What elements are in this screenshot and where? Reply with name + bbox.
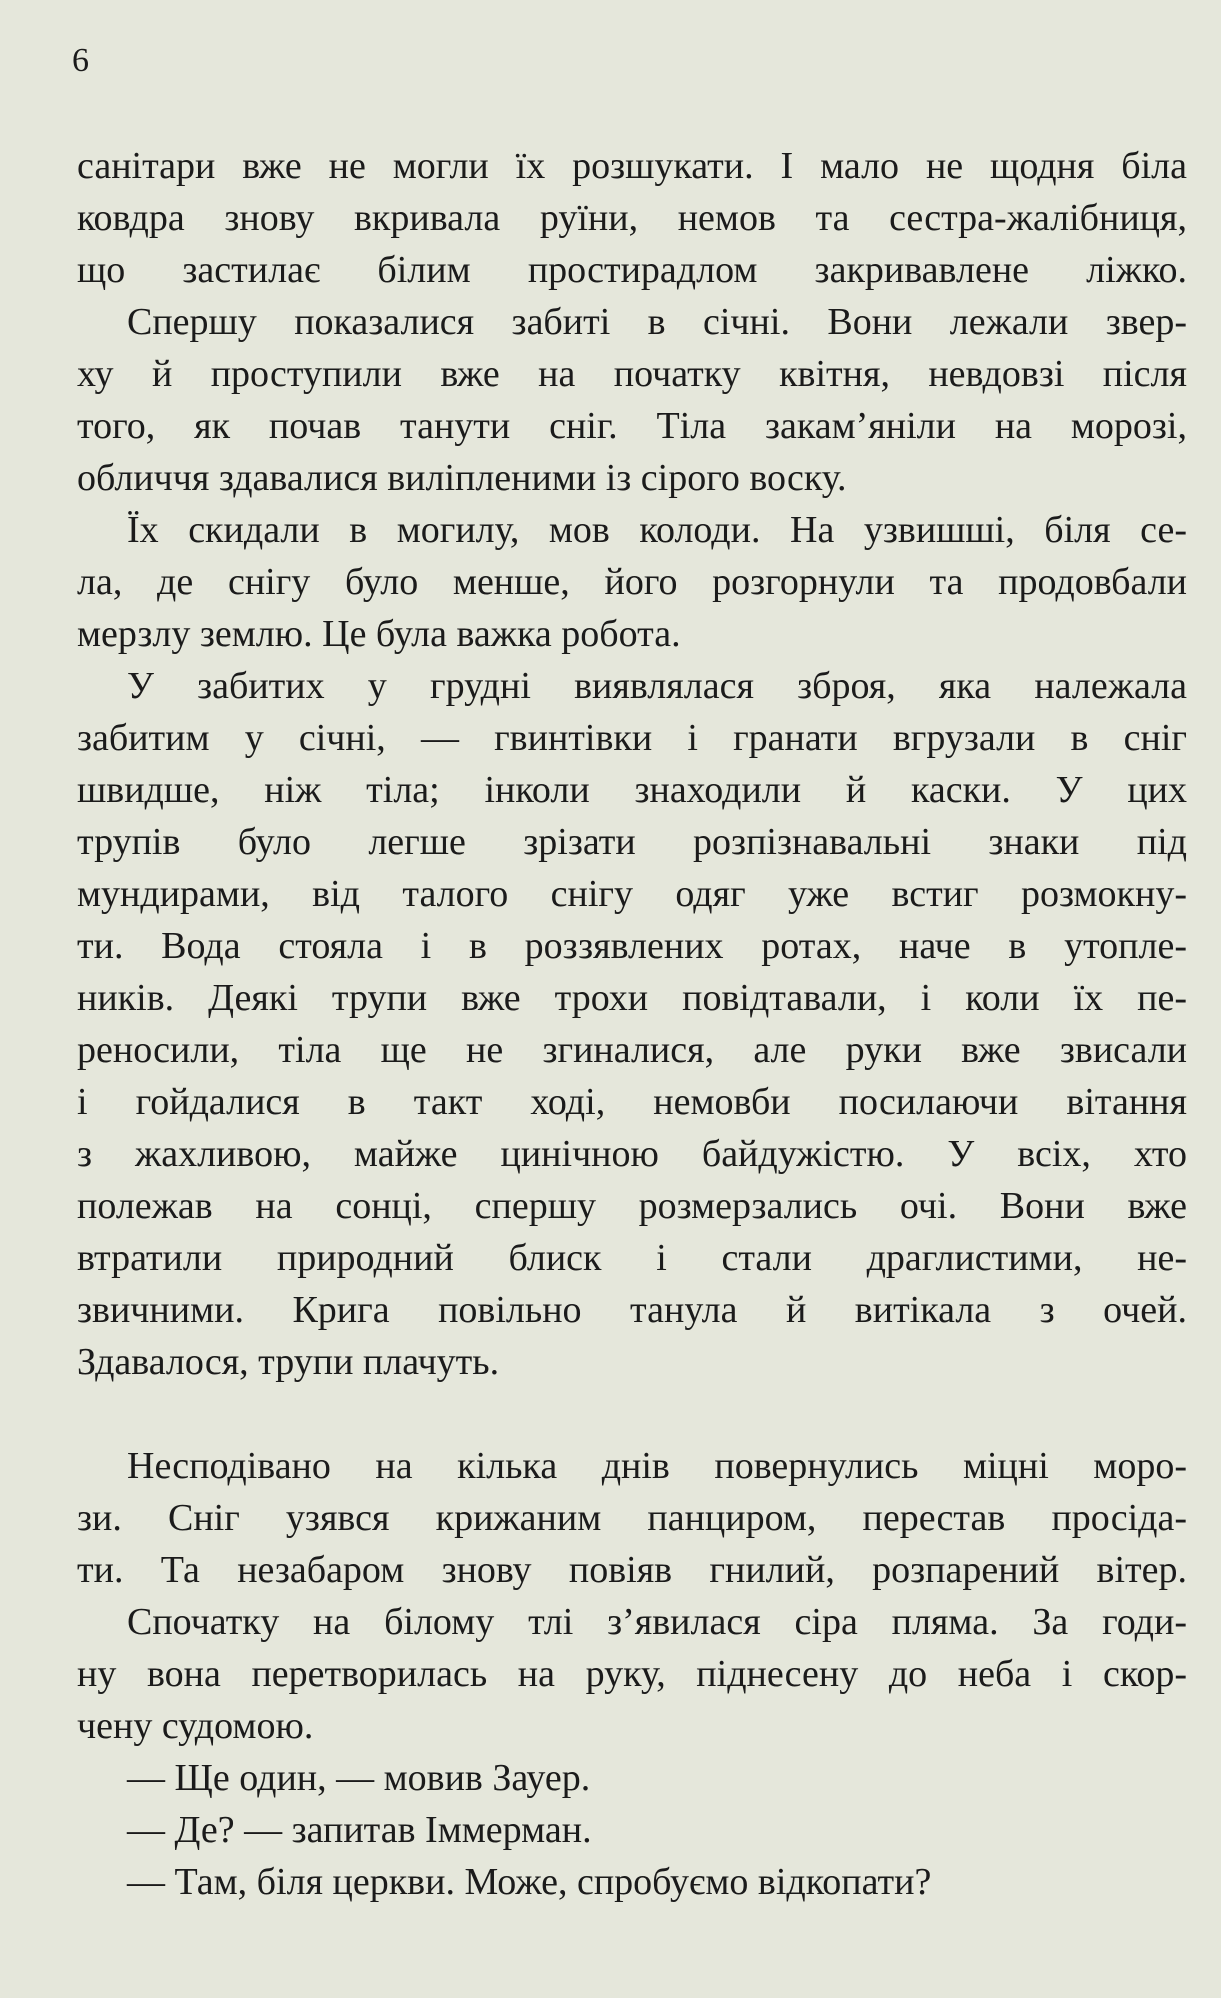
text-line: чену судомою.	[77, 1705, 314, 1747]
text-line: ників. Деякі трупи вже трохи повідтавали, і коли їх пе-	[77, 977, 1187, 1019]
text-line: полежав на сонці, спершу розмерзались очі. Вони вже	[77, 1185, 1187, 1227]
text-line: Спочатку на білому тлі з’явилася сіра пляма. За годи-	[127, 1601, 1187, 1643]
dialogue-line: — Там, біля церкви. Може, спробуємо відкопати?	[127, 1861, 932, 1903]
text-line: Здавалося, трупи плачуть.	[77, 1341, 500, 1383]
section-break	[77, 1388, 1187, 1440]
text-line: реносили, тіла ще не згиналися, але руки вже звисали	[77, 1029, 1187, 1071]
text-line: У забитих у грудні виявлялася зброя, яка належала	[127, 665, 1187, 707]
text-line: що застилає білим простирадлом закривавлене ліжко.	[77, 249, 1187, 291]
text-line: того, як почав танути сніг. Тіла закам’яніли на морозі,	[77, 405, 1187, 447]
page-number: 6	[72, 42, 89, 79]
dialogue-line: — Ще один, — мовив Зауер.	[127, 1757, 591, 1799]
text-line: ти. Та незабаром знову повіяв гнилий, розпарений вітер.	[77, 1549, 1187, 1591]
paragraph	[77, 296, 1187, 504]
text-line: Спершу показалися забиті в січні. Вони лежали звер-	[127, 301, 1187, 343]
text-line: з жахливою, майже цинічною байдужістю. У всіх, хто	[77, 1133, 1187, 1175]
page-text	[77, 140, 1187, 1908]
text-line: ху й проступили вже на початку квітня, невдовзі після	[77, 353, 1187, 395]
text-line: звичними. Крига повільно танула й витікала з очей.	[77, 1289, 1187, 1331]
text-line: втратили природний блиск і стали драглистими, не-	[77, 1237, 1187, 1279]
text-line: забитим у січні, — гвинтівки і гранати вгрузали в сніг	[77, 717, 1187, 759]
paragraph	[77, 140, 1187, 296]
text-line: мундирами, від талого снігу одяг уже встиг розмокну-	[77, 873, 1187, 915]
text-line: швидше, ніж тіла; інколи знаходили й каски. У цих	[77, 769, 1187, 811]
dialogue-line: — Де? — запитав Іммерман.	[127, 1809, 592, 1851]
paragraph	[77, 1596, 1187, 1752]
text-line: обличчя здавалися виліпленими із сірого воску.	[77, 457, 847, 499]
text-line: Несподівано на кілька днів повернулись міцні моро-	[127, 1445, 1187, 1487]
text-line: і гойдалися в такт ході, немовби посилаючи вітання	[77, 1081, 1187, 1123]
paragraph	[77, 660, 1187, 1388]
text-line: Їх скидали в могилу, мов колоди. На узвишші, біля се-	[127, 509, 1187, 551]
text-line: ковдра знову вкривала руїни, немов та сестра-жалібниця,	[77, 197, 1187, 239]
text-line: ла, де снігу було менше, його розгорнули та продовбали	[77, 561, 1187, 603]
text-line: трупів було легше зрізати розпізнавальні знаки під	[77, 821, 1187, 863]
text-line: санітари вже не могли їх розшукати. І мало не щодня біла	[77, 145, 1187, 187]
paragraph	[77, 504, 1187, 660]
text-line: ну вона перетворилась на руку, піднесену до неба і скор-	[77, 1653, 1187, 1695]
text-line: зи. Сніг узявся крижаним панциром, перестав просіда-	[77, 1497, 1187, 1539]
paragraph	[77, 1440, 1187, 1596]
text-line: ти. Вода стояла і в роззявлених ротах, наче в утопле-	[77, 925, 1187, 967]
text-line: мерзлу землю. Це була важка робота.	[77, 613, 681, 655]
